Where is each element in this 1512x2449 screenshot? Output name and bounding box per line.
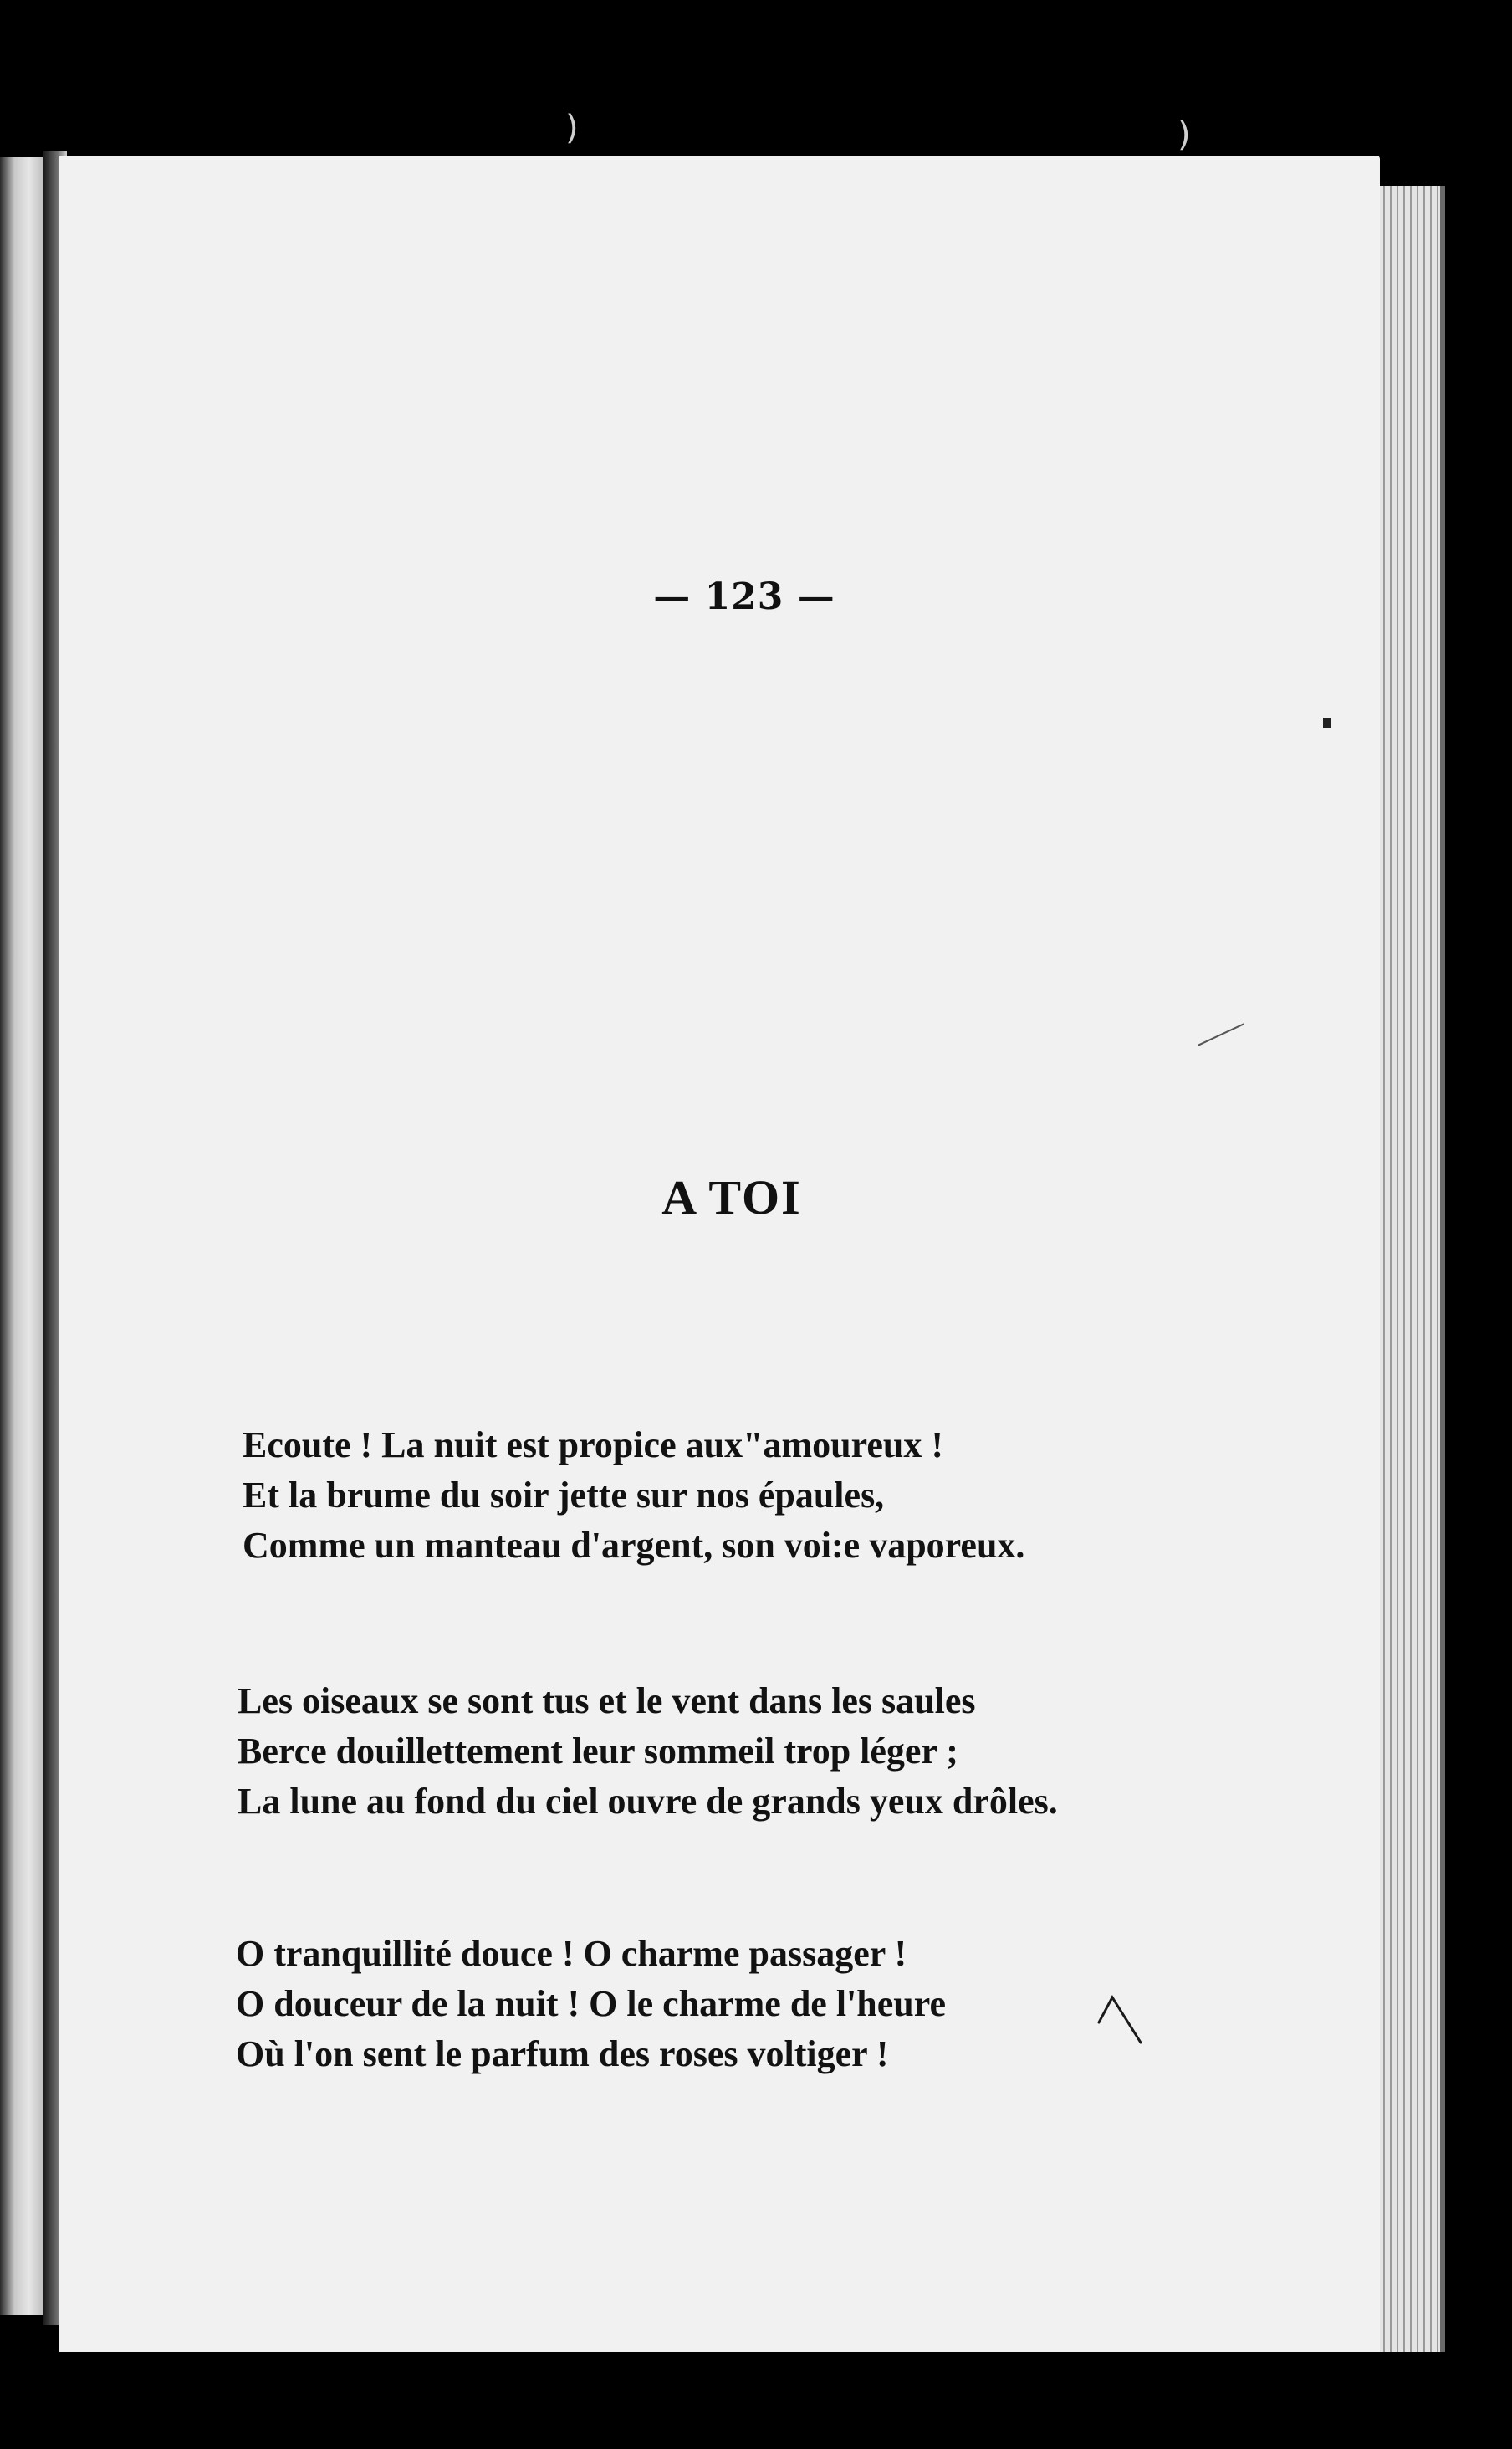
scan-mark-right: ) <box>1177 115 1191 154</box>
page-stack-edge <box>1372 186 1445 2352</box>
verse-line: Comme un manteau d'argent, son voi:e vaporeux. <box>243 1525 1025 1566</box>
verse-line: Ecoute ! La nuit est propice aux"amoureux ! <box>243 1424 944 1465</box>
stanza-1 <box>243 1420 1280 1571</box>
ink-speck <box>1323 718 1331 728</box>
page-number: — 123 — <box>653 575 835 618</box>
stanza-2 <box>238 1676 1274 1827</box>
ink-speck <box>1198 1023 1244 1046</box>
verse-line: Où l'on sent le parfum des roses voltiger ! <box>236 2033 889 2074</box>
pencil-check-mark-icon <box>1096 1991 1146 2049</box>
book-page <box>59 156 1380 2352</box>
previous-page-edge <box>0 157 49 2315</box>
verse-line: La lune au fond du ciel ouvre de grands yeux drôles. <box>238 1781 1058 1822</box>
verse-line: Berce douillettement leur sommeil trop léger ; <box>238 1731 958 1772</box>
verse-line: O douceur de la nuit ! O le charme de l'heure <box>236 1983 946 2024</box>
verse-line: O tranquillité douce ! O charme passager ! <box>236 1933 907 1974</box>
poem-title: A TOI <box>662 1170 802 1224</box>
verse-line: Et la brume du soir jette sur nos épaules, <box>243 1475 885 1516</box>
verse-line: Les oiseaux se sont tus et le vent dans les saules <box>238 1680 976 1721</box>
scan-mark-left: ) <box>565 109 579 147</box>
